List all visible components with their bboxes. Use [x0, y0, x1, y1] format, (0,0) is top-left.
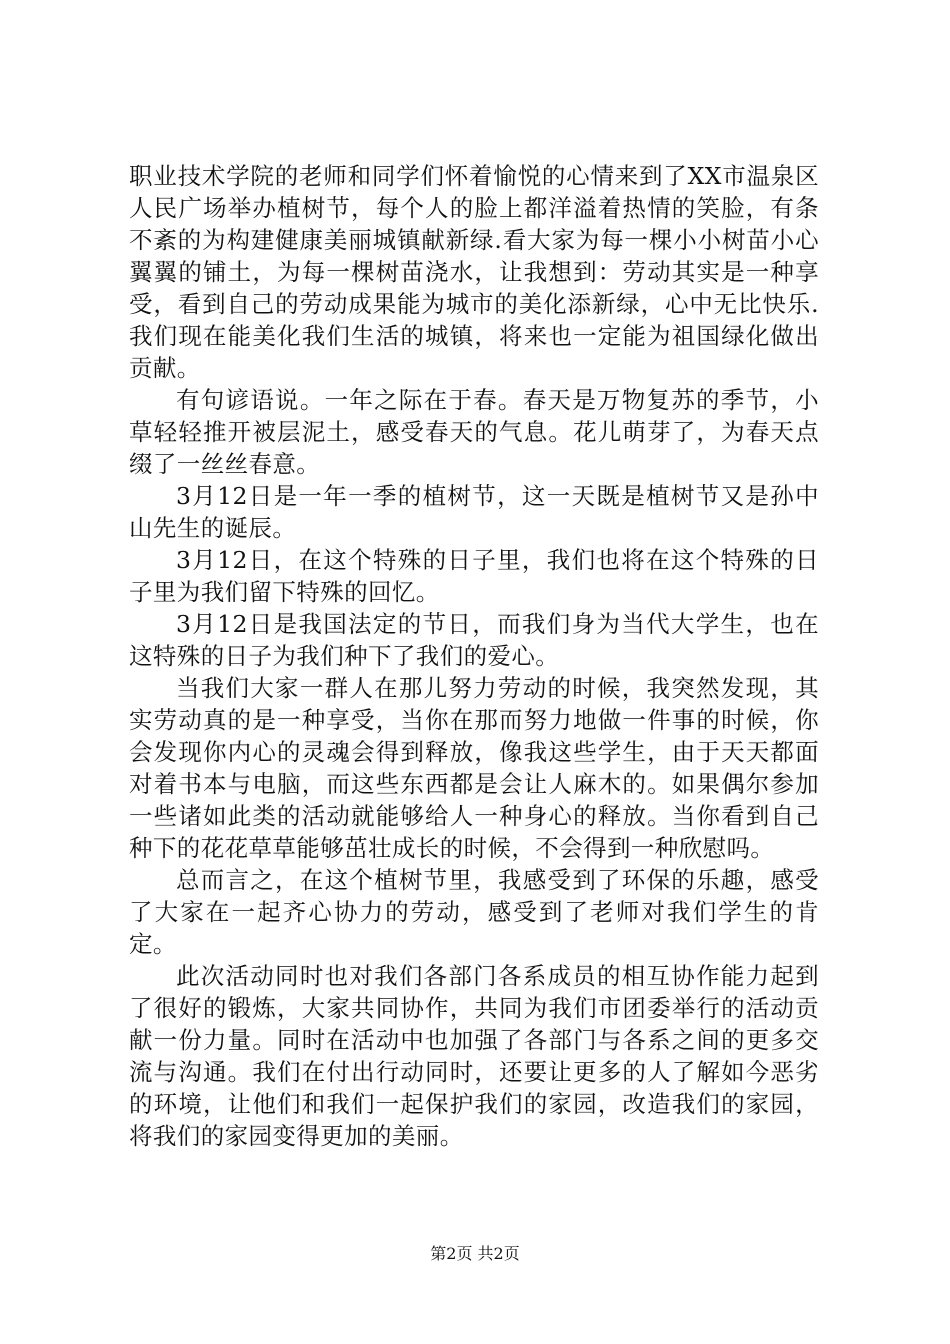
paragraph-3: 3月12日是一年一季的植树节，这一天既是植树节又是孙中山先生的诞辰。 [129, 482, 819, 542]
document-body [129, 160, 819, 1152]
paragraph-8: 此次活动同时也对我们各部门各系成员的相互协作能力起到了很好的锻炼，大家共同协作，共同为我们市团委举行的活动贡献一份力量。同时在活动中也加强了各部门与各系之间的更多交流与沟通。我们在付出行动同时，还要让更多的人了解如今恶劣的环境，让他们和我们一起保护我们的家园，改造我们的家园，将我们的家园变得更加的美丽。 [129, 962, 819, 1150]
page-footer [0, 1243, 950, 1265]
paragraph-2: 有句谚语说。一年之际在于春。春天是万物复苏的季节，小草轻轻推开被层泥土，感受春天的气息。花儿萌芽了，为春天点缀了一丝丝春意。 [129, 386, 819, 478]
page-number-label: 第2页 共2页 [430, 1244, 520, 1263]
paragraph-6: 当我们大家一群人在那儿努力劳动的时候，我突然发现，其实劳动真的是一种享受，当你在那而努力地做一件事的时候，你会发现你内心的灵魂会得到释放，像我这些学生，由于天天都面对着书本与电脑，而这些东西都是会让人麻木的。如果偶尔参加一些诸如此类的活动就能够给人一种身心的释放。当你看到自己种下的花花草草能够茁壮成长的时候，不会得到一种欣慰吗。 [129, 674, 819, 862]
paragraph-1: 职业技术学院的老师和同学们怀着愉悦的心情来到了XX市温泉区人民广场举办植树节，每个人的脸上都洋溢着热情的笑脸，有条不紊的为构建健康美丽城镇献新绿.看大家为每一棵小小树苗小心翼翼的铺土，为每一棵树苗浇水，让我想到：劳动其实是一种享受，看到自己的劳动成果能为城市的美化添新绿，心中无比快乐.我们现在能美化我们生活的城镇，将来也一定能为祖国绿化做出贡献。 [129, 162, 819, 382]
paragraph-5: 3月12日是我国法定的节日，而我们身为当代大学生，也在这特殊的日子为我们种下了我们的爱心。 [129, 610, 819, 670]
paragraph-7: 总而言之，在这个植树节里，我感受到了环保的乐趣，感受了大家在一起齐心协力的劳动，感受到了老师对我们学生的肯定。 [129, 866, 819, 958]
paragraph-4: 3月12日，在这个特殊的日子里，我们也将在这个特殊的日子里为我们留下特殊的回忆。 [129, 546, 819, 606]
